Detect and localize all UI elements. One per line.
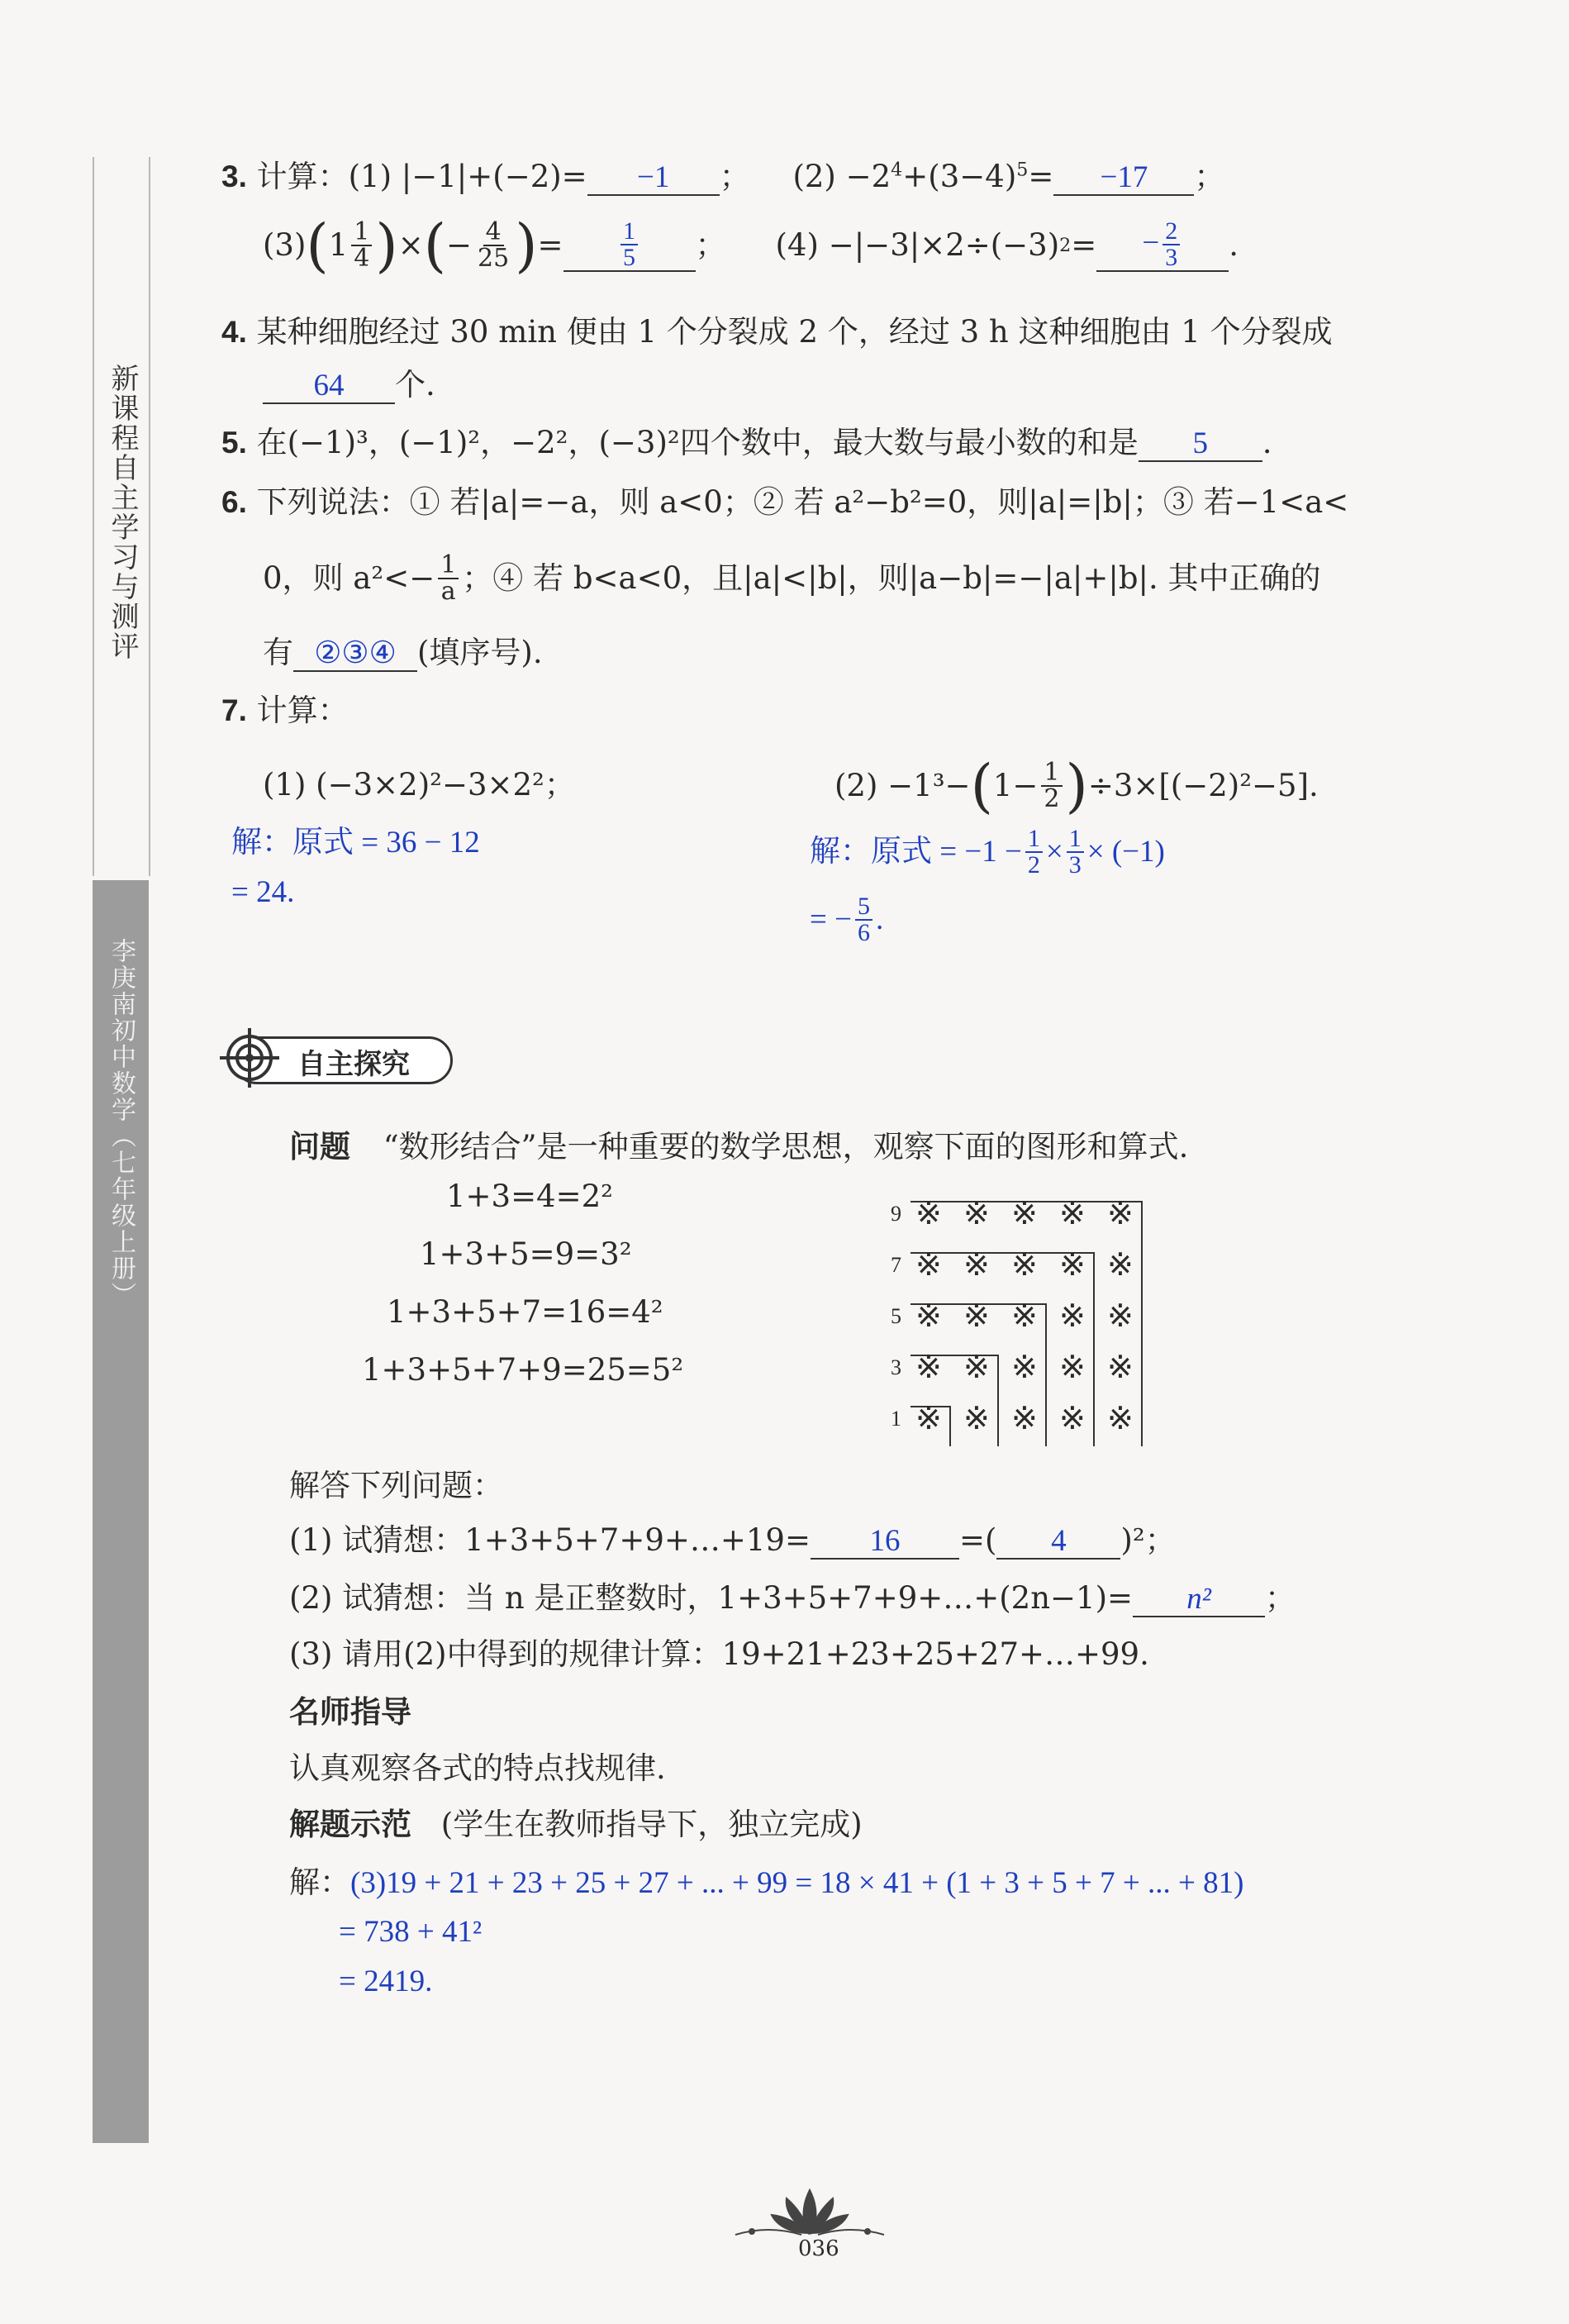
question-2 (289, 1579, 1296, 1618)
grid-row-label: 1 (891, 1407, 901, 1431)
paren: ) (375, 212, 398, 279)
q5-answer-blank (1139, 426, 1262, 462)
q3-part2b: +(3−4) (902, 159, 1017, 194)
demo-equation-2: = 738 + 41² (339, 1915, 483, 1949)
q7-part2a: (2) −1³− (834, 768, 971, 803)
q7-text: 计算： (256, 693, 349, 728)
question-number: 4. (221, 315, 247, 349)
period: . (1229, 227, 1239, 263)
sign: − (1142, 226, 1160, 260)
semicolon: ； (719, 159, 750, 194)
demo-note: (学生在教师指导下，独立完成) (440, 1807, 863, 1842)
q3-part2: (2) −2 (792, 159, 891, 194)
section-title: 自主探究 (297, 1048, 410, 1081)
denominator: 6 (857, 919, 870, 946)
problem-label: 问题 (289, 1129, 350, 1164)
grid-symbol: ※ (915, 1298, 942, 1334)
question-1-answer2: 4 (1051, 1524, 1067, 1558)
equation-2: 1+3+5=9=3² (420, 1236, 632, 1272)
sol2-tail: × (−1) (1086, 835, 1165, 869)
question-number: 6. (221, 485, 247, 519)
denominator: 4 (354, 244, 370, 273)
grid-row-label: 7 (891, 1253, 901, 1277)
target-icon (216, 1025, 283, 1091)
q5-answer: 5 (1192, 426, 1208, 460)
q6-text3a: 有 (263, 635, 293, 670)
numerator: 1 (351, 220, 372, 246)
questions-intro: 解答下列问题： (289, 1468, 503, 1503)
denominator: 2 (1027, 851, 1040, 879)
grid-symbol: ※ (1011, 1400, 1038, 1436)
q6-line3 (263, 633, 543, 673)
grid-symbol: ※ (1011, 1298, 1038, 1334)
guide-text: 认真观察各式的特点找规律. (289, 1750, 666, 1786)
q6-text3b: (填序号). (417, 635, 543, 670)
question-1-text: (1) 试猜想：1+3+5+7+9+…+19= (289, 1522, 811, 1558)
grid-row-label: 3 (891, 1355, 901, 1379)
denominator: a (440, 577, 456, 606)
grid-symbol: ※ (1011, 1246, 1038, 1283)
numerator: 5 (855, 894, 872, 921)
question-2-answer: n² (1186, 1582, 1211, 1616)
grid-symbol: ※ (1011, 1349, 1038, 1385)
question-number: 3. (221, 160, 247, 193)
grid-symbol: ※ (963, 1195, 990, 1231)
q6-line1 (221, 483, 1348, 522)
grid-symbol: ※ (963, 1246, 990, 1283)
footer-ornament-icon (719, 2182, 901, 2240)
denominator: 3 (1165, 244, 1178, 271)
fraction (438, 550, 459, 606)
fraction (475, 217, 511, 273)
q3-answer4 (1162, 219, 1180, 270)
grid-row-label: 9 (891, 1202, 901, 1226)
sol2-eq: = − (810, 902, 852, 936)
question-1-mid: =( (958, 1522, 997, 1558)
q4-tail: 个. (395, 367, 435, 402)
problem-text: “数形结合”是一种重要的数学思想，观察下面的图形和算式. (383, 1129, 1189, 1164)
demo-equation-3: = 2419. (339, 1964, 433, 1998)
fraction (855, 894, 872, 945)
sidebar-title: 新课程自主学习与测评 (106, 364, 139, 661)
numerator: 1 (438, 553, 459, 579)
grid-symbol: ※ (915, 1246, 942, 1283)
q3-answer2: −17 (1100, 160, 1148, 194)
paren: ) (515, 212, 538, 279)
q4-line2 (263, 365, 435, 405)
q6-text1: 下列说法：① 若|a|=−a，则 a<0；② 若 a²−b²=0，则|a|=|b|；③ 若−1<a< (256, 484, 1349, 520)
q4-line1 (221, 312, 1333, 352)
grid-row-label: 5 (891, 1304, 901, 1328)
period: . (875, 902, 884, 936)
q6-text2a: 0，则 a²<− (263, 560, 435, 596)
q4-text: 某种细胞经过 30 min 便由 1 个分裂成 2 个，经过 3 h 这种细胞由 1 个分裂成 (256, 314, 1333, 350)
sign: − (446, 227, 473, 263)
q4-answer-blank (263, 369, 395, 404)
question-1-answer-blank (811, 1524, 959, 1560)
fraction (1041, 760, 1062, 812)
grid-symbol: ※ (1059, 1400, 1086, 1436)
grid-symbol: ※ (963, 1349, 990, 1385)
q3-part3: (3) (263, 227, 307, 263)
q7-solution2-line1 (810, 815, 1165, 889)
q3-part1: (1) |−1|+(−2)= (348, 159, 587, 194)
q3-lead: 计算： (256, 159, 349, 194)
grid-symbol: ※ (1107, 1298, 1134, 1334)
side-strip (93, 157, 149, 2141)
equation-1: 1+3=4=2² (446, 1179, 614, 1214)
equals: = (1028, 159, 1054, 194)
q3-answer4-blank (1096, 219, 1229, 272)
question-number: 5. (221, 426, 247, 460)
paren: ( (306, 212, 329, 279)
numerator: 4 (483, 220, 504, 246)
dot-grid-figure (868, 1190, 1182, 1446)
question-2-text: (2) 试猜想：当 n 是正整数时，1+3+5+7+9+…+(2n−1)= (289, 1580, 1134, 1616)
demo-line1 (289, 1863, 1243, 1903)
q7-part2b: ÷3×[(−2)²−5]. (1087, 768, 1319, 803)
demo-title: 解题示范 (289, 1807, 411, 1842)
q6-answer-blank (293, 636, 417, 672)
q3-answer1-blank (587, 160, 720, 196)
numerator: 2 (1162, 219, 1180, 245)
q7-part1: (1) (−3×2)²−3×2²； (263, 767, 575, 802)
numerator: 1 (620, 219, 638, 245)
q7-part2-inner: 1− (992, 768, 1039, 803)
q5-line (221, 423, 1272, 463)
guide-title: 名师指导 (289, 1694, 411, 1730)
grid-symbol: ※ (1059, 1246, 1086, 1283)
exponent: 4 (891, 159, 903, 181)
times: × (397, 227, 424, 263)
sol2-text: 解：原式 = −1 − (810, 835, 1022, 869)
demo-prefix: 解： (289, 1864, 350, 1900)
q3-answer1: −1 (637, 160, 670, 194)
grid-symbol: ※ (1107, 1246, 1134, 1283)
denominator: 3 (1068, 851, 1082, 879)
grid-symbol: ※ (1059, 1349, 1086, 1385)
paren: ( (970, 752, 993, 820)
numerator: 1 (1067, 826, 1084, 853)
equals: = (1071, 227, 1097, 263)
q3-answer2-blank (1053, 160, 1194, 196)
denominator: 25 (478, 244, 510, 273)
q3-part4: (4) −|−3|×2÷(−3) (775, 227, 1060, 263)
exponent: 5 (1016, 159, 1029, 181)
grid-symbol: ※ (915, 1349, 942, 1385)
paren: ) (1065, 752, 1088, 820)
grid-symbol: ※ (963, 1298, 990, 1334)
demo-equation-1: (3)19 + 21 + 23 + 25 + 27 + ... + 99 = 18 × 41 + (1 + 3 + 5 + 7 + ... + 81) (350, 1866, 1244, 1900)
section-header (216, 1025, 456, 1091)
question-1 (289, 1521, 1176, 1560)
question-1-answer2-blank (996, 1524, 1120, 1560)
equation-4: 1+3+5+7+9=25=5² (362, 1352, 684, 1388)
grid-symbol: ※ (1107, 1195, 1134, 1231)
period: . (1262, 425, 1272, 460)
grid-symbol: ※ (915, 1400, 942, 1436)
grid-symbol: ※ (1107, 1400, 1134, 1436)
fraction (1025, 826, 1043, 878)
q7-part2 (834, 749, 1319, 823)
q6-answer: ②③④ (314, 636, 397, 670)
equals: = (537, 227, 563, 263)
demo-header (289, 1805, 863, 1845)
q3-answer3-blank (563, 219, 696, 272)
question-2-answer-blank (1133, 1582, 1265, 1617)
semicolon: ； (695, 227, 726, 263)
grid-symbol: ※ (1059, 1298, 1086, 1334)
equation-3: 1+3+5+7=16=4² (387, 1294, 663, 1330)
denominator: 5 (623, 244, 636, 271)
mixed-whole: 1 (328, 227, 349, 263)
grid-symbol: ※ (1107, 1349, 1134, 1385)
numerator: 1 (1041, 760, 1062, 787)
semicolon: ； (1265, 1580, 1296, 1616)
q6-text2b: ；④ 若 b<a<0，且|a|<|b|，则|a−b|=−|a|+|b|. 其中正确的 (462, 560, 1321, 596)
q3-line1 (221, 157, 1224, 197)
question-number: 7. (221, 693, 247, 727)
q3-line2: (3) ( 1 $\frac{1}{4}$ ) × ( − $\frac{4}{25}$ ) = $\frac{1}{5}$ ； (4) −|−3|×2÷(−3) 2 = − $\frac{2}{3}$ . (263, 212, 1239, 279)
q7-line (221, 691, 349, 731)
fraction (1067, 826, 1084, 878)
q7-solution1-line1: 解：原式 = 36 − 12 (231, 826, 480, 860)
q4-answer: 64 (313, 369, 345, 402)
q3-answer3 (620, 219, 638, 270)
problem-line (289, 1127, 1188, 1167)
denominator: 2 (1044, 784, 1060, 813)
page-number: 036 (798, 2236, 839, 2261)
q7-solution1-line2: = 24. (231, 875, 295, 909)
question-3: (3) 请用(2)中得到的规律计算：19+21+23+25+27+…+99. (289, 1636, 1149, 1672)
grid-symbol: ※ (1011, 1195, 1038, 1231)
grid-symbol: ※ (915, 1195, 942, 1231)
numerator: 1 (1025, 826, 1043, 853)
fraction (351, 217, 372, 273)
question-1-answer: 16 (869, 1524, 901, 1558)
semicolon: ； (1194, 159, 1225, 194)
sidebar-subtitle: 李庚南初中数学（七年级上册） (107, 938, 136, 1308)
q5-text: 在(−1)³，(−1)²，−2²，(−3)²四个数中，最大数与最小数的和是 (256, 425, 1139, 460)
q7-solution2-line2 (810, 883, 883, 957)
question-1-tail: )²； (1120, 1522, 1176, 1558)
q6-line2 (263, 545, 1321, 612)
paren: ( (423, 212, 447, 279)
grid-symbol: ※ (963, 1400, 990, 1436)
times: × (1045, 835, 1063, 869)
grid-symbol: ※ (1059, 1195, 1086, 1231)
